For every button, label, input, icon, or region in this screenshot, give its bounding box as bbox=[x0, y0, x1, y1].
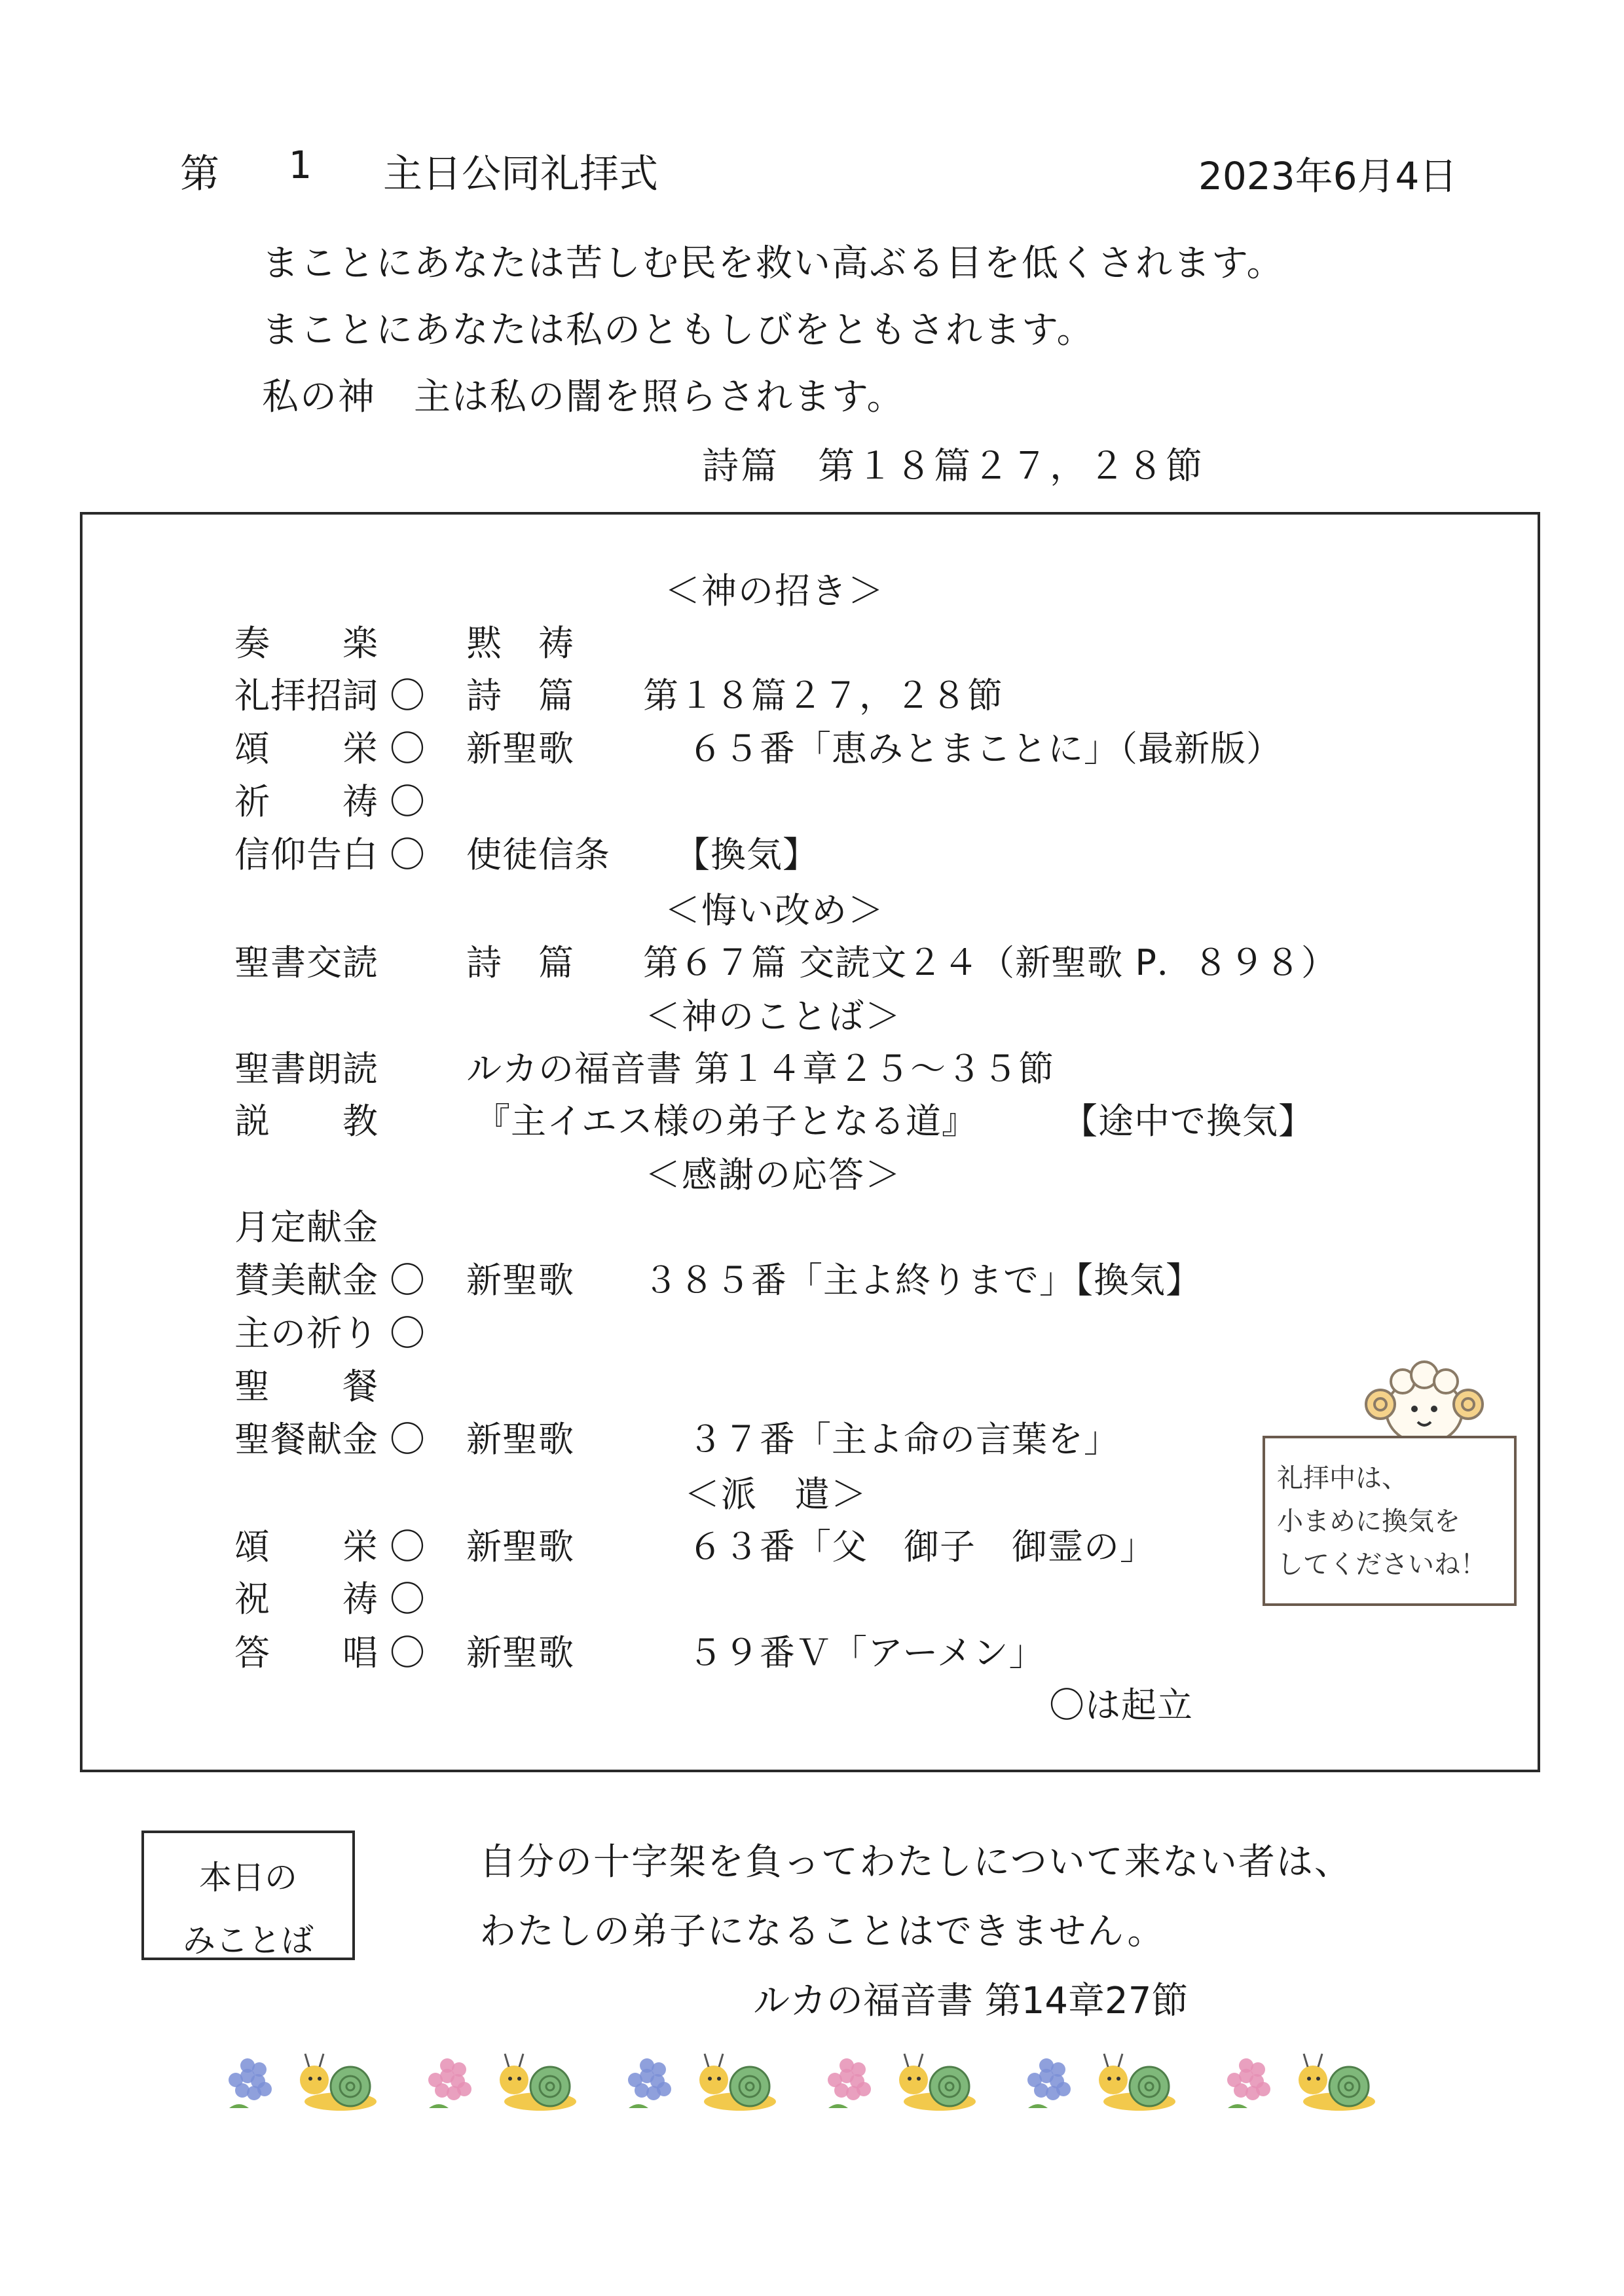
note-line: 小まめに換気を bbox=[1277, 1506, 1460, 1537]
order-item-detail: 新聖歌 bbox=[466, 1260, 574, 1301]
standing-mark: 〇 bbox=[390, 675, 426, 716]
hydrangea-icon bbox=[229, 2058, 272, 2108]
section-heading: ＜神のことば＞ bbox=[645, 996, 902, 1037]
ventilation-note: 【換気】 bbox=[674, 834, 819, 875]
decorative-border bbox=[216, 2039, 1414, 2124]
order-item-label: 賛美献金 bbox=[234, 1260, 378, 1301]
order-item-reference: ６５番「恵みとまことに」（最新版） bbox=[688, 728, 1282, 769]
standing-mark: 〇 bbox=[390, 1526, 426, 1567]
order-item-detail: 新聖歌 bbox=[466, 1632, 574, 1673]
scripture-line: わたしの弟子になることはできません。 bbox=[479, 1910, 1166, 1953]
order-item-label: 頌 栄 bbox=[234, 1526, 378, 1567]
section-heading: ＜派 遣＞ bbox=[684, 1474, 868, 1515]
section-heading: ＜神の招き＞ bbox=[665, 570, 885, 611]
order-item-detail: 新聖歌 bbox=[466, 1526, 574, 1567]
order-item-label: 頌 栄 bbox=[234, 728, 378, 769]
order-item-label: 礼拝招詞 bbox=[234, 675, 378, 716]
service-date: 2023年6月4日 bbox=[1198, 154, 1458, 198]
standing-mark: 〇 bbox=[390, 1632, 426, 1673]
order-item-reference: ５９番Ｖ「アーメン」 bbox=[688, 1632, 1045, 1673]
order-item-label: 信仰告白 bbox=[234, 834, 378, 875]
opening-verse-line: まことにあなたは私のともしびをともされます。 bbox=[262, 309, 1095, 352]
hydrangea-icon bbox=[628, 2058, 671, 2108]
order-item-reference: ６３番「父 御子 御霊の」 bbox=[688, 1526, 1156, 1567]
snail-icon bbox=[1099, 2054, 1175, 2111]
sermon-title: 『主イエス様の弟子となる道』 bbox=[475, 1101, 978, 1142]
order-item-detail: ルカの福音書 第１４章２５～３５節 bbox=[466, 1048, 1055, 1089]
order-item-detail: 詩 篇 bbox=[466, 942, 574, 983]
hydrangea-icon bbox=[428, 2058, 471, 2108]
standing-mark: 〇 bbox=[390, 1578, 426, 1620]
order-item-detail: 新聖歌 bbox=[466, 728, 574, 769]
order-item-detail: 黙 祷 bbox=[466, 623, 574, 664]
snail-icon bbox=[500, 2054, 576, 2111]
order-item-detail: 詩 篇 bbox=[466, 675, 574, 716]
order-item-detail: 使徒信条 bbox=[466, 834, 610, 875]
hydrangea-icon bbox=[1227, 2058, 1270, 2108]
ventilation-reminder-note bbox=[1263, 1436, 1517, 1606]
order-item-reference: 第６７篇 交読文２４（新聖歌 P．８９８） bbox=[643, 942, 1337, 983]
service-number-label: 第 bbox=[180, 151, 219, 197]
note-line: 礼拝中は、 bbox=[1277, 1463, 1408, 1493]
snail-icon bbox=[300, 2054, 377, 2111]
hydrangea-icon bbox=[828, 2058, 871, 2108]
service-number: 1 bbox=[288, 143, 311, 187]
order-item-label: 祈 祷 bbox=[234, 781, 378, 822]
sheep-icon bbox=[1362, 1355, 1486, 1447]
order-item-label: 聖書朗読 bbox=[234, 1048, 378, 1089]
opening-verse-line: まことにあなたは苦しむ民を救い高ぶる目を低くされます。 bbox=[262, 242, 1285, 285]
section-heading: ＜悔い改め＞ bbox=[665, 890, 885, 931]
standing-mark: 〇 bbox=[390, 728, 426, 769]
order-item-reference: 第１８篇２７，２８節 bbox=[643, 675, 1003, 716]
standing-legend: 〇は起立 bbox=[1049, 1685, 1193, 1726]
opening-verse-line: 私の神 主は私の闇を照らされます。 bbox=[262, 376, 905, 418]
standing-mark: 〇 bbox=[390, 834, 426, 875]
order-item-label: 聖餐献金 bbox=[234, 1419, 378, 1460]
standing-mark: 〇 bbox=[390, 1313, 426, 1354]
note-line: してくださいね！ bbox=[1277, 1550, 1486, 1580]
standing-mark: 〇 bbox=[390, 1260, 426, 1301]
scripture-reference: ルカの福音書 第14章27節 bbox=[753, 1980, 1189, 2022]
service-title: 主日公同礼拝式 bbox=[383, 151, 658, 197]
order-item-reference: ３８５番「主よ終りまで」【換気】 bbox=[643, 1260, 1202, 1301]
snail-icon bbox=[899, 2054, 976, 2111]
order-item-reference: ３７番「主よ命の言葉を」 bbox=[688, 1419, 1120, 1460]
ventilation-note: 【途中で換気】 bbox=[1062, 1101, 1314, 1142]
hydrangea-icon bbox=[1027, 2058, 1071, 2108]
word-label-line: みことば bbox=[183, 1922, 314, 1959]
standing-mark: 〇 bbox=[390, 781, 426, 822]
section-heading: ＜感謝の応答＞ bbox=[645, 1154, 902, 1195]
order-item-label: 主の祈り bbox=[234, 1313, 378, 1354]
order-item-label: 奏 楽 bbox=[234, 623, 378, 664]
standing-mark: 〇 bbox=[390, 1419, 426, 1460]
snail-icon bbox=[1299, 2054, 1375, 2111]
order-item-detail: 新聖歌 bbox=[466, 1419, 574, 1460]
scripture-line: 自分の十字架を負ってわたしについて来ない者は、 bbox=[479, 1841, 1352, 1884]
order-item-label: 祝 祷 bbox=[234, 1578, 378, 1620]
order-item-label: 説 教 bbox=[234, 1101, 378, 1142]
word-label-line: 本日の bbox=[199, 1859, 297, 1897]
order-item-label: 聖 餐 bbox=[234, 1366, 378, 1407]
order-item-label: 月定献金 bbox=[234, 1207, 378, 1248]
order-item-label: 答 唱 bbox=[234, 1632, 378, 1673]
word-for-today-label bbox=[141, 1831, 355, 1960]
opening-verse-reference: 詩篇 第１８篇２７，２８節 bbox=[702, 445, 1204, 488]
order-item-label: 聖書交読 bbox=[234, 942, 378, 983]
snail-icon bbox=[699, 2054, 776, 2111]
